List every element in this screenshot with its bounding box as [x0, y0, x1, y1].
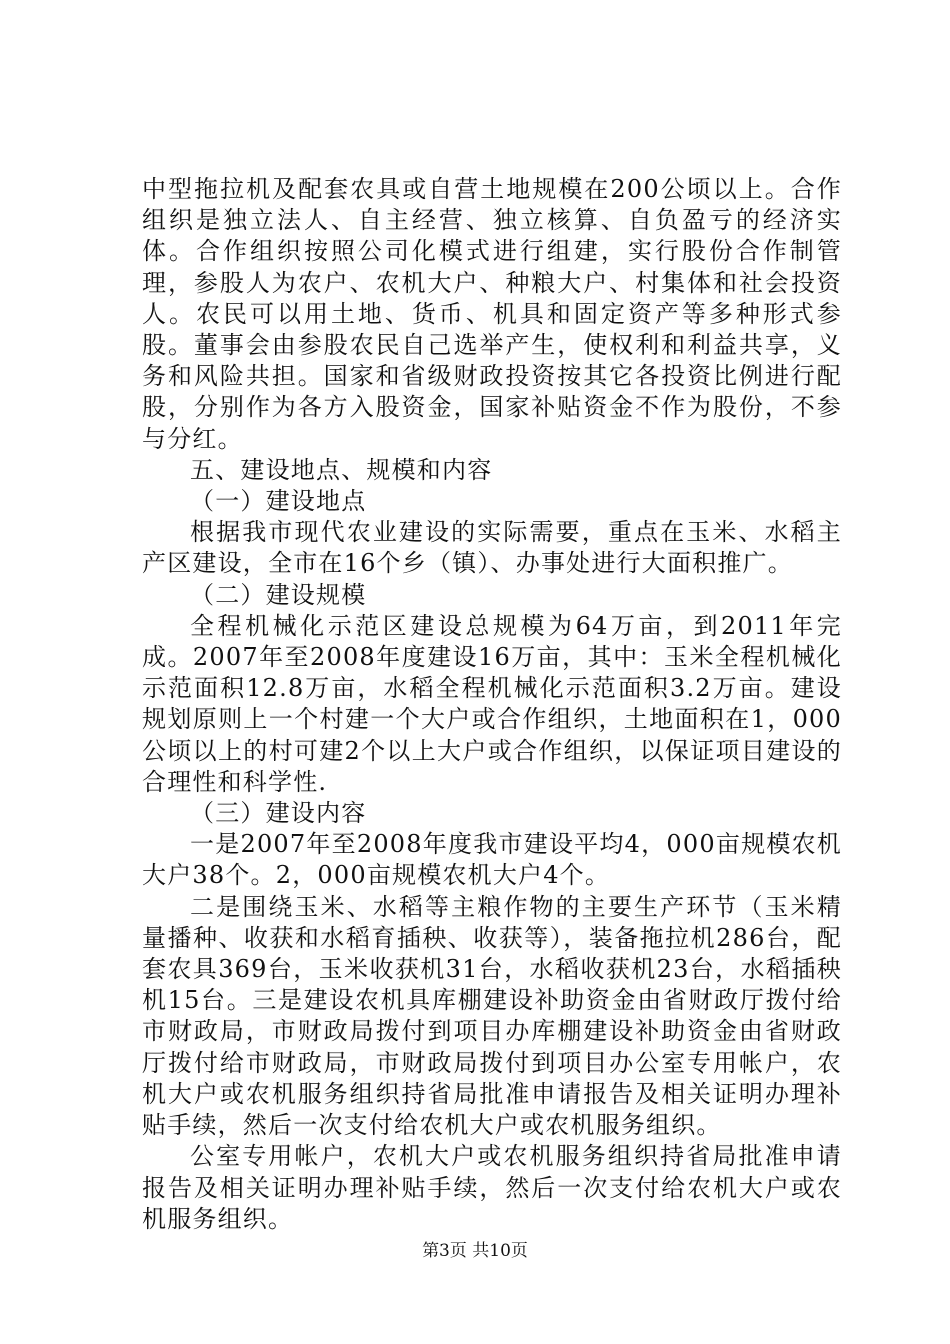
paragraph-content-continued: 公室专用帐户，农机大户或农机服务组织持省局批准申请报告及相关证明办理补贴手续，然后一次支付给农机大户或农机服务组织。: [142, 1142, 842, 1233]
subheading-content: （三）建设内容: [190, 799, 367, 828]
subheading-location: （一）建设地点: [190, 487, 367, 516]
section-heading-construction: 五、建设地点、规模和内容: [190, 455, 493, 484]
document-body: [142, 174, 842, 1235]
paragraph-content-first: 一是2007年至2008年度我市建设平均4，000亩规模农机大户38个。2，000亩规模农机大户4个。: [142, 830, 842, 890]
paragraph-cooperative-organization: 中型拖拉机及配套农具或自营土地规模在200公顷以上。合作组织是独立法人、自主经营、独立核算、自负盈亏的经济实体。合作组织按照公司化模式进行组建，实行股份合作制管理，参股人为农户、农机大户、种粮大户、村集体和社会投资人。农民可以用土地、货币、机具和固定资产等多种形式参股。董事会由参股农民自己选举产生，使权利和利益共享，义务和风险共担。国家和省级财政投资按其它各投资比例进行配股，分别作为各方入股资金，国家补贴资金不作为股份，不参与分红。: [142, 175, 842, 453]
paragraph-location: 根据我市现代农业建设的实际需要，重点在玉米、水稻主产区建设，全市在16个乡（镇）、办事处进行大面积推广。: [142, 518, 842, 578]
subheading-scale: （二）建设规模: [190, 580, 367, 609]
paragraph-scale: 全程机械化示范区建设总规模为64万亩，到2011年完成。2007年至2008年度建设16万亩，其中：玉米全程机械化示范面积12.8万亩，水稻全程机械化示范面积3.2万亩。建设规划原则上一个村建一个大户或合作组织，土地面积在1，000公顷以上的村可建2个以上大户或合作组织，以保证项目建设的合理性和科学性.: [142, 611, 842, 796]
page-number-footer: 第3页 共10页: [422, 1241, 528, 1261]
paragraph-content-second: 二是围绕玉米、水稻等主粮作物的主要生产环节（玉米精量播种、收获和水稻育插秧、收获等），装备拖拉机286台，配套农具369台，玉米收获机31台，水稻收获机23台，水稻插秧机15台。三是建设农机具库棚建设补助资金由省财政厅拨付给市财政局，市财政局拨付到项目办库棚建设补助资金由省财政厅拨付给市财政局，市财政局拨付到项目办公室专用帐户，农机大户或农机服务组织持省局批准申请报告及相关证明办理补贴手续，然后一次支付给农机大户或农机服务组织。: [142, 892, 842, 1140]
